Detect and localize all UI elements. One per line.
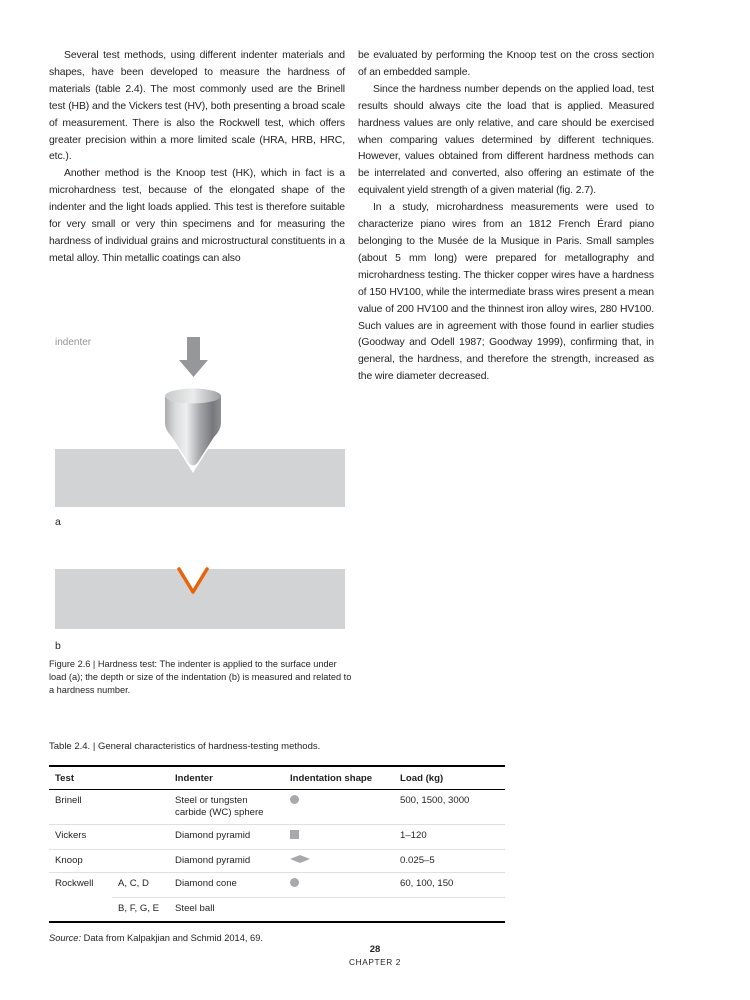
load-values: 500, 1500, 3000 [400,795,470,806]
load-values: 0.025–5 [394,849,505,873]
table-header-row [49,766,505,790]
table-row-brinell [49,790,505,825]
load-values [394,897,505,921]
indenter-desc: Diamond pyramid [169,849,284,873]
test-name: Knoop [49,849,112,873]
figure-label-a: a [55,516,61,528]
paragraph: Another method is the Knoop test (HK), which in fact is a microhardness test, because of the elongated shape of the indenter and the light loads applied. This test is therefore suitable for very small or very thin specimens and for measuring the hardness of individual grains and microstructural constituents in a metal alloy. Thin metallic coatings can also [49,168,345,264]
col-header-indentation-shape: Indentation shape [284,766,394,790]
elongated-diamond-shape-icon [290,855,310,863]
left-text-column [49,48,345,268]
page-number: 28 [369,944,381,955]
chapter-label: CHAPTER 2 [349,957,401,967]
paragraph: be evaluated by performing the Knoop test on the cross section of an embedded sample. [358,50,654,78]
paragraph: Since the hardness number depends on the applied load, test results should always cite the load that is applied. Measured hardness values are only relative, and care should be exercised when comparing values determined by different techniques. However, values obtained from different hardness methods can be interrelated and converted, also offering an estimate of the equivalent yield strength of a given material (fig. 2.7). [358,83,654,197]
hardness-test-diagram [49,333,345,655]
test-scales [112,825,169,850]
source-text: Data from Kalpakjian and Schmid 2014, 69. [83,932,263,943]
down-arrow-icon [179,337,208,377]
test-name: Vickers [49,825,112,850]
indenter-label: indenter [55,337,92,348]
source-label: Source: [49,932,82,943]
hardness-table-section [49,741,505,943]
table-caption-label: Table 2.4. | [49,741,96,752]
test-scales: A, C, D [112,873,169,898]
test-scales [112,790,169,825]
test-name: Rockwell [49,873,112,922]
load-values: 1–120 [394,825,505,850]
figure-label-b: b [55,640,61,652]
table-source-note [49,933,505,943]
indenter-top [165,389,221,404]
col-header-indenter: Indenter [169,766,284,790]
circle-shape-icon [290,795,299,804]
table-caption-text: General characteristics of hardness-testing methods. [97,741,321,752]
table-caption [49,741,505,752]
test-name: Brinell [55,795,82,806]
figure-caption-label: Figure 2.6 | [49,659,96,669]
page-footer [0,944,750,967]
shape-cell [284,849,394,873]
figure-caption [49,658,355,698]
indenter-desc: Steel ball [169,897,284,921]
table-row-rockwell-bfge [49,897,505,921]
indenter-desc: Steel or tungsten carbide (WC) sphere [175,795,264,818]
shape-cell [284,825,394,850]
figure-caption-text: Hardness test: The indenter is applied to the surface under load (a); the depth or size of the indentation (b) is measured and related to a hardness number. [49,659,352,696]
indenter-desc: Diamond cone [169,873,284,898]
col-header-load: Load (kg) [394,766,505,790]
square-shape-icon [290,830,299,839]
shape-cell [284,897,394,921]
hardness-methods-table [49,765,505,923]
test-scales [112,849,169,873]
circle-shape-icon [290,878,299,887]
hardness-test-figure [49,333,345,655]
indenter-desc: Diamond pyramid [169,825,284,850]
table-row-vickers [49,825,505,850]
right-text-column [358,48,654,386]
load-values: 60, 100, 150 [394,873,505,898]
paragraph: Several test methods, using different indenter materials and shapes, have been developed to measure the hardness of materials (table 2.4). The most commonly used are the Brinell test (HB) and the Vickers test (HV), both presenting a broad scale of measurement. There is also the Rockwell test, which offers greater precision within a more limited scale (HRA, HRB, HRC, etc.). [49,50,345,163]
shape-cell [284,873,394,898]
test-scales: B, F, G, E [112,897,169,921]
table-row-rockwell-acd [49,873,505,898]
shape-cell [284,790,394,825]
col-header-test: Test [49,766,169,790]
paragraph: In a study, microhardness measurements were used to characterize piano wires from an 1812 French Érard piano belonging to the Musée de la Musique in Paris. Small samples (about 5 mm long) were prepared for metallography and microhardness testing. The thicker copper wires have a hardness of 150 HV100, while the intermediate brass wires present a mean value of 200 HV100 and the thinnest iron alloy wires, 280 HV100. Such values are in agreement with those found in earlier studies (Goodway and Odell 1987; Goodway 1999), confirming that, in general, the hardness, and therefore the strength, increased as the wire diameter decreased. [358,202,654,383]
table-row-knoop [49,849,505,873]
